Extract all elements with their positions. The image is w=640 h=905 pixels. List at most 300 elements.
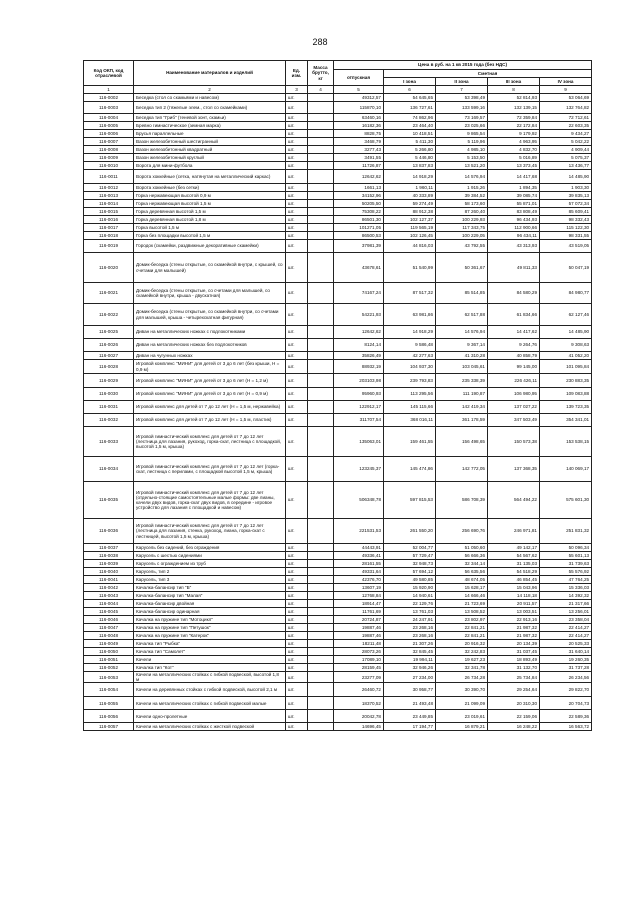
row-zone-4-price: 109 083,88 bbox=[540, 388, 592, 401]
row-code: 116-0054 bbox=[84, 683, 134, 697]
table-row bbox=[84, 592, 592, 600]
row-zone-1-price: 57 729,47 bbox=[384, 552, 436, 560]
row-zone-2-price: 14 576,94 bbox=[436, 326, 488, 339]
row-mass bbox=[308, 130, 334, 138]
row-unit: шт. bbox=[286, 648, 308, 656]
row-release-price: 115870,10 bbox=[334, 102, 384, 114]
table-row bbox=[84, 253, 592, 283]
row-zone-1-price: 145 474,86 bbox=[384, 457, 436, 482]
row-mass bbox=[308, 576, 334, 584]
row-unit: шт. bbox=[286, 624, 308, 632]
row-unit: шт. bbox=[286, 672, 308, 683]
row-code: 116-0022 bbox=[84, 304, 134, 326]
row-mass bbox=[308, 697, 334, 710]
table-row bbox=[84, 616, 592, 624]
row-mass bbox=[308, 710, 334, 723]
row-zone-1-price: 5 446,80 bbox=[384, 154, 436, 162]
row-zone-2-price: 142 419,34 bbox=[436, 401, 488, 414]
row-zone-1-price: 5 411,30 bbox=[384, 138, 436, 146]
table-row bbox=[84, 162, 592, 170]
row-code: 116-0048 bbox=[84, 632, 134, 640]
row-zone-2-price: 22 841,21 bbox=[436, 632, 488, 640]
row-zone-3-price: 55 871,01 bbox=[488, 200, 540, 208]
row-zone-4-price: 31 739,63 bbox=[540, 560, 592, 568]
table-row bbox=[84, 360, 592, 374]
row-name: Карусель без сидений, без ограждения bbox=[134, 544, 286, 552]
row-zone-4-price: 53 064,69 bbox=[540, 94, 592, 102]
table-row bbox=[84, 568, 592, 576]
row-mass bbox=[308, 122, 334, 130]
row-zone-2-price: 14 666,46 bbox=[436, 592, 488, 600]
row-name: Домик-беседка (стены открытые, со скамейкой внутри, со счетами для малышей, крыша - четырехскатная фигурная) bbox=[134, 304, 286, 326]
row-code: 116-0052 bbox=[84, 664, 134, 672]
row-release-price: 1661,13 bbox=[334, 184, 384, 192]
row-zone-3-price: 54 518,29 bbox=[488, 568, 540, 576]
row-name: Горка высотой 1,5 м bbox=[134, 224, 286, 232]
row-zone-1-price: 19 994,11 bbox=[384, 656, 436, 664]
row-release-price: 8828,75 bbox=[334, 130, 384, 138]
row-release-price: 28073,26 bbox=[334, 648, 384, 656]
row-name: Бревно гимнастическое (земная марка) bbox=[134, 122, 286, 130]
row-zone-1-price: 17 194,77 bbox=[384, 723, 436, 731]
row-code: 116-0029 bbox=[84, 374, 134, 388]
row-release-price: 43678,61 bbox=[334, 253, 384, 283]
row-unit: шт. bbox=[286, 200, 308, 208]
row-mass bbox=[308, 414, 334, 427]
row-zone-1-price: 49 580,85 bbox=[384, 576, 436, 584]
header-unit: Ед. изм. bbox=[286, 61, 308, 86]
row-zone-2-price: 32 341,78 bbox=[436, 664, 488, 672]
row-zone-2-price: 50 361,67 bbox=[436, 253, 488, 283]
row-name: Горка нержавеющая высотой 0,9 м bbox=[134, 192, 286, 200]
row-code: 116-0050 bbox=[84, 648, 134, 656]
row-unit: шт. bbox=[286, 352, 308, 360]
row-code: 116-0049 bbox=[84, 640, 134, 648]
row-zone-3-price: 9 264,76 bbox=[488, 339, 540, 352]
row-zone-4-price: 72 712,61 bbox=[540, 114, 592, 122]
row-unit: шт. bbox=[286, 576, 308, 584]
row-mass bbox=[308, 584, 334, 592]
row-unit: шт. bbox=[286, 94, 308, 102]
row-unit: шт. bbox=[286, 240, 308, 253]
row-name: Игровой гимнастический комплекс для детей от 7 до 12 лет (отдельно-стоящие самостоятельные малые формы: две лианы, качели двух видов, горка-скат двух видов, в середине - игровое устройство для лазания с площадкой и навесом) bbox=[134, 482, 286, 519]
row-zone-4-price: 20 525,33 bbox=[540, 640, 592, 648]
row-zone-4-price: 13 436,77 bbox=[540, 162, 592, 170]
row-name: Игровой комплекс для детей от 7 до 12 лет (Н = 1,5 м, пластик) bbox=[134, 414, 286, 427]
row-name: Игровой гимнастический комплекс для детей от 7 до 12 лет (лестница для лазания, рукоход, горка-скат, лестница с площадкой, высотой 1,5 м, крыша) bbox=[134, 427, 286, 457]
row-zone-2-price: 53 398,49 bbox=[436, 94, 488, 102]
row-zone-2-price: 103 045,61 bbox=[436, 360, 488, 374]
row-release-price: 42376,70 bbox=[334, 576, 384, 584]
header-name: Наименование материалов и изделий bbox=[134, 61, 286, 86]
row-zone-3-price: 132 139,15 bbox=[488, 102, 540, 114]
row-zone-2-price: 26 734,28 bbox=[436, 672, 488, 683]
row-zone-1-price: 23 268,16 bbox=[384, 632, 436, 640]
table-row bbox=[84, 170, 592, 184]
table-row bbox=[84, 122, 592, 130]
row-name: Горка деревянная высотой 1,8 м bbox=[134, 216, 286, 224]
table-row bbox=[84, 304, 592, 326]
row-zone-2-price: 58 173,60 bbox=[436, 200, 488, 208]
row-name: Беседка (стол со скамьями и навесом) bbox=[134, 94, 286, 102]
row-name: Горка нержавеющая высотой 1,5 м bbox=[134, 200, 286, 208]
row-zone-3-price: 99 145,00 bbox=[488, 360, 540, 374]
table-row bbox=[84, 672, 592, 683]
column-number: 1 bbox=[84, 86, 134, 94]
table-row bbox=[84, 102, 592, 114]
row-name: Игровой комплекс "МИНИ" для детей от 3 до 6 лет (без крыши, Н = 0,9 м) bbox=[134, 360, 286, 374]
row-name: Качалка тип "Кот" bbox=[134, 664, 286, 672]
row-zone-4-price: 98 332,43 bbox=[540, 216, 592, 224]
row-zone-4-price: 41 052,20 bbox=[540, 352, 592, 360]
row-zone-4-price: 22 589,36 bbox=[540, 710, 592, 723]
column-number: 3 bbox=[286, 86, 308, 94]
row-zone-2-price: 9 865,54 bbox=[436, 130, 488, 138]
row-code: 116-0046 bbox=[84, 616, 134, 624]
row-zone-4-price: 14 485,90 bbox=[540, 326, 592, 339]
table-row bbox=[84, 200, 592, 208]
row-name: Беседка тип 2 (тяжелые элем., стол со скамейками) bbox=[134, 102, 286, 114]
row-code: 116-0026 bbox=[84, 339, 134, 352]
row-zone-1-price: 597 815,53 bbox=[384, 482, 436, 519]
row-zone-1-price: 63 981,86 bbox=[384, 304, 436, 326]
row-code: 116-0015 bbox=[84, 208, 134, 216]
row-mass bbox=[308, 552, 334, 560]
row-zone-4-price: 5 075,37 bbox=[540, 154, 592, 162]
row-unit: шт. bbox=[286, 710, 308, 723]
row-zone-4-price: 9 434,27 bbox=[540, 130, 592, 138]
row-zone-2-price: 142 772,05 bbox=[436, 457, 488, 482]
row-unit: шт. bbox=[286, 154, 308, 162]
header-mass: Масса брутто, кг bbox=[308, 61, 334, 86]
row-zone-1-price: 119 565,19 bbox=[384, 224, 436, 232]
row-code: 116-0044 bbox=[84, 600, 134, 608]
column-number: 2 bbox=[134, 86, 286, 94]
row-zone-1-price: 40 333,89 bbox=[384, 192, 436, 200]
row-code: 116-0012 bbox=[84, 184, 134, 192]
row-zone-3-price: 22 913,16 bbox=[488, 616, 540, 624]
row-zone-3-price: 25 734,84 bbox=[488, 672, 540, 683]
row-name: Качалка-балансир тип "Малая" bbox=[134, 592, 286, 600]
row-code: 116-0037 bbox=[84, 544, 134, 552]
row-unit: шт. bbox=[286, 519, 308, 544]
row-zone-1-price: 1 960,11 bbox=[384, 184, 436, 192]
row-code: 116-0003 bbox=[84, 102, 134, 114]
row-mass bbox=[308, 114, 334, 122]
row-release-price: 88932,19 bbox=[334, 360, 384, 374]
table-row bbox=[84, 326, 592, 339]
row-release-price: 123245,37 bbox=[334, 457, 384, 482]
row-unit: шт. bbox=[286, 457, 308, 482]
row-mass bbox=[308, 640, 334, 648]
row-code: 116-0039 bbox=[84, 560, 134, 568]
row-code: 116-0040 bbox=[84, 568, 134, 576]
row-code: 116-0047 bbox=[84, 624, 134, 632]
row-name: Брусья параллельные bbox=[134, 130, 286, 138]
row-release-price: 35826,49 bbox=[334, 352, 384, 360]
column-number: 9 bbox=[540, 86, 592, 94]
column-number: 7 bbox=[436, 86, 488, 94]
row-zone-3-price: 40 858,79 bbox=[488, 352, 540, 360]
row-zone-4-price: 55 576,92 bbox=[540, 568, 592, 576]
row-name: Игровой гимнастический комплекс для детей от 7 до 12 лет (горка-скат, лестница с перилами, с площадкой высотой 1,5 м, крыша) bbox=[134, 457, 286, 482]
row-zone-1-price: 21 493,48 bbox=[384, 697, 436, 710]
row-unit: шт. bbox=[286, 560, 308, 568]
row-code: 116-0002 bbox=[84, 94, 134, 102]
row-zone-4-price: 13 256,01 bbox=[540, 608, 592, 616]
row-zone-3-price: 106 980,95 bbox=[488, 388, 540, 401]
table-row bbox=[84, 401, 592, 414]
row-zone-2-price: 13 508,52 bbox=[436, 608, 488, 616]
row-name: Качели на металлических стойках с гибкой подвеской, высотой 1,8 м bbox=[134, 672, 286, 683]
row-zone-3-price: 20 310,30 bbox=[488, 697, 540, 710]
row-code: 116-0038 bbox=[84, 552, 134, 560]
row-unit: шт. bbox=[286, 616, 308, 624]
row-mass bbox=[308, 192, 334, 200]
row-zone-1-price: 23 268,16 bbox=[384, 624, 436, 632]
row-unit: шт. bbox=[286, 656, 308, 664]
row-release-price: 221531,53 bbox=[334, 519, 384, 544]
row-name: Карусель с ограждением из труб bbox=[134, 560, 286, 568]
row-zone-3-price: 246 971,81 bbox=[488, 519, 540, 544]
table-row bbox=[84, 482, 592, 519]
row-unit: шт. bbox=[286, 339, 308, 352]
header-zone-2: II зона bbox=[436, 78, 488, 86]
row-unit: шт. bbox=[286, 304, 308, 326]
row-release-price: 506348,78 bbox=[334, 482, 384, 519]
row-code: 116-0025 bbox=[84, 326, 134, 339]
row-unit: шт. bbox=[286, 664, 308, 672]
row-mass bbox=[308, 352, 334, 360]
row-code: 116-0045 bbox=[84, 608, 134, 616]
row-zone-1-price: 32 946,26 bbox=[384, 664, 436, 672]
row-name: Горка без площадки высотой 1,5 м bbox=[134, 232, 286, 240]
row-zone-2-price: 9 367,14 bbox=[436, 339, 488, 352]
table-row bbox=[84, 114, 592, 122]
row-release-price: 8124,14 bbox=[334, 339, 384, 352]
row-name: Качели на металлических стойках с жесткой подвеской bbox=[134, 723, 286, 731]
row-zone-2-price: 56 635,56 bbox=[436, 568, 488, 576]
row-zone-3-price: 13 003,51 bbox=[488, 608, 540, 616]
row-unit: шт. bbox=[286, 216, 308, 224]
row-release-price: 86501,30 bbox=[334, 216, 384, 224]
row-mass bbox=[308, 388, 334, 401]
row-zone-1-price: 59 274,49 bbox=[384, 200, 436, 208]
row-unit: шт. bbox=[286, 283, 308, 304]
row-unit: шт. bbox=[286, 146, 308, 154]
row-zone-3-price: 15 043,96 bbox=[488, 584, 540, 592]
column-number: 4 bbox=[308, 86, 334, 94]
row-unit: шт. bbox=[286, 102, 308, 114]
row-name: Качалка на пружине тип "Петушок" bbox=[134, 624, 286, 632]
row-zone-1-price: 27 234,00 bbox=[384, 672, 436, 683]
row-zone-4-price: 575 601,30 bbox=[540, 482, 592, 519]
row-zone-3-price: 4 832,70 bbox=[488, 146, 540, 154]
row-unit: шт. bbox=[286, 568, 308, 576]
row-zone-2-price: 235 338,39 bbox=[436, 374, 488, 388]
row-release-price: 16182,36 bbox=[334, 122, 384, 130]
row-mass bbox=[308, 102, 334, 114]
row-code: 116-0036 bbox=[84, 519, 134, 544]
row-zone-2-price: 39 384,52 bbox=[436, 192, 488, 200]
row-mass bbox=[308, 544, 334, 552]
row-mass bbox=[308, 560, 334, 568]
row-mass bbox=[308, 672, 334, 683]
row-mass bbox=[308, 624, 334, 632]
row-code: 116-0028 bbox=[84, 360, 134, 374]
row-zone-2-price: 87 260,40 bbox=[436, 208, 488, 216]
row-unit: шт. bbox=[286, 552, 308, 560]
row-unit: шт. bbox=[286, 414, 308, 427]
row-release-price: 3277,43 bbox=[334, 146, 384, 154]
table-row bbox=[84, 576, 592, 584]
row-mass bbox=[308, 339, 334, 352]
row-zone-1-price: 368 016,11 bbox=[384, 414, 436, 427]
row-zone-4-price: 22 414,27 bbox=[540, 624, 592, 632]
row-mass bbox=[308, 401, 334, 414]
row-release-price: 122912,17 bbox=[334, 401, 384, 414]
row-zone-2-price: 133 599,16 bbox=[436, 102, 488, 114]
table-row bbox=[84, 138, 592, 146]
table-body bbox=[84, 94, 592, 731]
row-zone-1-price: 102 127,37 bbox=[384, 216, 436, 224]
row-zone-1-price: 32 845,45 bbox=[384, 648, 436, 656]
table-row bbox=[84, 427, 592, 457]
row-mass bbox=[308, 154, 334, 162]
row-zone-4-price: 50 047,19 bbox=[540, 253, 592, 283]
row-zone-4-price: 5 042,22 bbox=[540, 138, 592, 146]
table-row bbox=[84, 710, 592, 723]
row-zone-1-price: 159 461,55 bbox=[384, 427, 436, 457]
table-row bbox=[84, 648, 592, 656]
row-name: Карусель, тип 3 bbox=[134, 576, 286, 584]
table-row bbox=[84, 352, 592, 360]
row-name: Вазон железобетонный квадратный bbox=[134, 146, 286, 154]
table-row bbox=[84, 640, 592, 648]
header-price-title: Цена в руб. на 1 кв 2015 года (без НДС) bbox=[334, 61, 592, 70]
row-code: 116-0011 bbox=[84, 170, 134, 184]
row-zone-4-price: 20 704,73 bbox=[540, 697, 592, 710]
row-name: Домик-беседка (стены открытые, со счетами для малышей, со скамейкой внутри, крыша - двускатная) bbox=[134, 283, 286, 304]
row-mass bbox=[308, 138, 334, 146]
row-zone-2-price: 43 792,55 bbox=[436, 240, 488, 253]
row-code: 116-0021 bbox=[84, 283, 134, 304]
row-unit: шт. bbox=[286, 374, 308, 388]
row-zone-3-price: 14 118,18 bbox=[488, 592, 540, 600]
table-row bbox=[84, 544, 592, 552]
row-zone-3-price: 18 893,49 bbox=[488, 656, 540, 664]
row-zone-2-price: 51 050,60 bbox=[436, 544, 488, 552]
row-release-price: 101271,05 bbox=[334, 224, 384, 232]
row-zone-2-price: 32 344,14 bbox=[436, 560, 488, 568]
table-row bbox=[84, 130, 592, 138]
table-row bbox=[84, 697, 592, 710]
row-zone-4-price: 230 883,35 bbox=[540, 374, 592, 388]
row-zone-3-price: 54 567,62 bbox=[488, 552, 540, 560]
row-zone-2-price: 4 985,10 bbox=[436, 146, 488, 154]
row-unit: шт. bbox=[286, 253, 308, 283]
row-name: Беседка тип "Гриб" (теневой зонт, скамьи) bbox=[134, 114, 286, 122]
row-name: Игровой комплекс "МИНИ" для детей от 3 до 6 лет (Н = 0,9 м) bbox=[134, 388, 286, 401]
header-zone-1: I зона bbox=[384, 78, 436, 86]
row-release-price: 86500,53 bbox=[334, 232, 384, 240]
row-zone-4-price: 84 980,77 bbox=[540, 283, 592, 304]
row-release-price: 11726,87 bbox=[334, 162, 384, 170]
row-unit: шт. bbox=[286, 138, 308, 146]
row-zone-2-price: 56 666,36 bbox=[436, 552, 488, 560]
row-release-price: 11761,69 bbox=[334, 608, 384, 616]
row-zone-4-price: 55 601,13 bbox=[540, 552, 592, 560]
row-unit: шт. bbox=[286, 184, 308, 192]
row-zone-1-price: 23 449,85 bbox=[384, 710, 436, 723]
row-release-price: 26460,72 bbox=[334, 683, 384, 697]
column-number: 8 bbox=[488, 86, 540, 94]
row-zone-1-price: 22 129,76 bbox=[384, 600, 436, 608]
row-release-price: 13607,19 bbox=[334, 584, 384, 592]
header-estimate: Сметная bbox=[384, 70, 592, 78]
row-release-price: 23277,09 bbox=[334, 672, 384, 683]
table-row bbox=[84, 208, 592, 216]
row-name: Ворота хоккейные (без сетки) bbox=[134, 184, 286, 192]
row-zone-1-price: 261 550,20 bbox=[384, 519, 436, 544]
row-zone-1-price: 102 126,45 bbox=[384, 232, 436, 240]
table-row bbox=[84, 608, 592, 616]
row-name: Игровой гимнастический комплекс для детей от 7 до 12 лет (лестница для лазания, стенка, рукоход, лиана, горка-скат с лестницей, высотой 1,5 м, крыша) bbox=[134, 519, 286, 544]
row-unit: шт. bbox=[286, 683, 308, 697]
row-zone-3-price: 564 494,22 bbox=[488, 482, 540, 519]
row-code: 116-0006 bbox=[84, 130, 134, 138]
row-zone-1-price: 32 948,73 bbox=[384, 560, 436, 568]
row-zone-1-price: 113 295,56 bbox=[384, 388, 436, 401]
row-code: 116-0009 bbox=[84, 154, 134, 162]
row-zone-4-price: 139 723,35 bbox=[540, 401, 592, 414]
row-zone-2-price: 16 879,21 bbox=[436, 723, 488, 731]
row-code: 116-0032 bbox=[84, 414, 134, 427]
row-zone-4-price: 21 317,66 bbox=[540, 600, 592, 608]
table-row bbox=[84, 240, 592, 253]
row-zone-2-price: 5 119,96 bbox=[436, 138, 488, 146]
row-name: Качели на деревянных стойках с гибкой подвеской, высотой 2,1 м bbox=[134, 683, 286, 697]
table-row bbox=[84, 283, 592, 304]
row-code: 116-0017 bbox=[84, 224, 134, 232]
row-zone-2-price: 23 802,97 bbox=[436, 616, 488, 624]
row-zone-3-price: 96 434,11 bbox=[488, 232, 540, 240]
row-zone-2-price: 21 099,09 bbox=[436, 697, 488, 710]
row-name: Игровой комплекс для детей от 7 до 12 лет (Н = 1,5 м, нержавейка) bbox=[134, 401, 286, 414]
row-release-price: 34152,96 bbox=[334, 192, 384, 200]
row-zone-4-price: 101 095,84 bbox=[540, 360, 592, 374]
row-unit: шт. bbox=[286, 632, 308, 640]
row-zone-2-price: 586 708,39 bbox=[436, 482, 488, 519]
row-release-price: 28161,55 bbox=[334, 560, 384, 568]
row-unit: шт. bbox=[286, 232, 308, 240]
table-row bbox=[84, 723, 592, 731]
table-row bbox=[84, 374, 592, 388]
row-code: 116-0055 bbox=[84, 697, 134, 710]
row-zone-3-price: 21 987,32 bbox=[488, 632, 540, 640]
row-zone-4-price: 14 392,32 bbox=[540, 592, 592, 600]
row-zone-1-price: 104 937,30 bbox=[384, 360, 436, 374]
row-zone-1-price: 239 793,83 bbox=[384, 374, 436, 388]
row-zone-1-price: 145 115,66 bbox=[384, 401, 436, 414]
row-zone-1-price: 57 694,12 bbox=[384, 568, 436, 576]
row-zone-4-price: 153 538,15 bbox=[540, 427, 592, 457]
row-mass bbox=[308, 94, 334, 102]
row-release-price: 95960,93 bbox=[334, 388, 384, 401]
row-zone-3-price: 5 016,89 bbox=[488, 154, 540, 162]
row-release-price: 49336,41 bbox=[334, 552, 384, 560]
row-release-price: 3491,55 bbox=[334, 154, 384, 162]
